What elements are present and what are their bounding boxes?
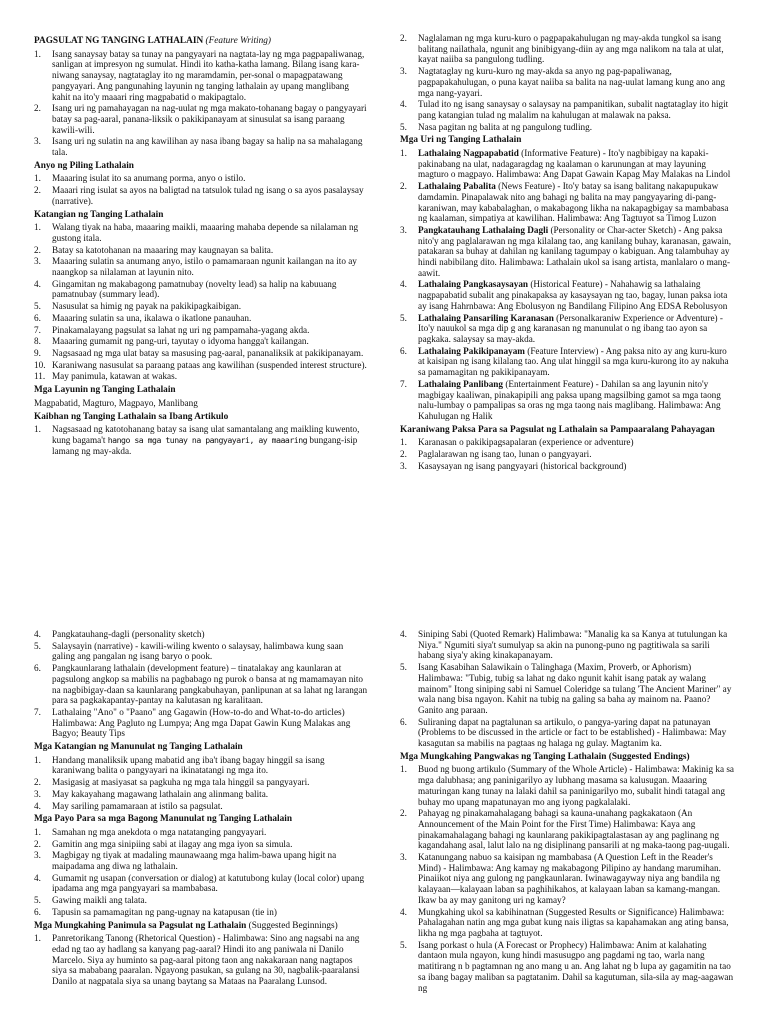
list-item: 5. Isang Kasabihan Salawikain o Talinghaga (Maxim, Proverb, or Aphorism) Halimbawa: "Tubig, tubig sa lahat ng dako ngunit kahit isang patak ay walang mainom" Itong siniping sabi ni Samuel Coleridge sa tulang 'The Ancient Mariner" ay wala nang bisa ngayon. Kahit na tubig na galing sa baha ay mainom na. Paano? Ganito ang paraan. xyxy=(400,662,732,715)
list-item: 1. Handang manaliksik upang mabatid ang iba't ibang bagay hinggil sa isang karaniwang balita o pangyayari na ikinatatangi ng mga ito. xyxy=(34,754,325,776)
uri-list xyxy=(400,148,734,422)
list-item: 1. Maaaring isulat ito sa anumang porma, anyo o istilo. xyxy=(34,173,246,184)
list-item: 6. Maaaring sulatin sa una, ikalawa o ikatlone panauhan. xyxy=(34,312,252,323)
document-title-note: (Feature Writing) xyxy=(205,36,272,46)
list-item: 5. Gawing maikli ang talata. xyxy=(34,895,147,906)
list-item: 5. Salaysayin (narrative) - kawili-wiling kwento o salaysay, halimbawa kung saan galing ang pangalan ng isang baryo o pook. xyxy=(34,640,344,662)
page1-right-column xyxy=(400,33,734,472)
section-heading-payo: Mga Payo Para sa mga Bagong Manunulat ng Tanging Lathalain xyxy=(34,814,293,825)
list-item: 4. May sariling pamamaraan at istilo sa pagsulat. xyxy=(34,800,223,811)
list-item: 9. Nagsasaad ng mga ulat batay sa masusing pag-aaral, pananaliksik at pakikipanayam. xyxy=(34,347,364,358)
list-item: 2. Gamitin ang mga sinipiing sabi at ilagay ang mga iyon sa simula. xyxy=(34,838,293,849)
list-item: 5. Lathalaing Pansariling Karanasan (Personalkaraniw Experience or Adventure) - Ito'y nauukol sa mga dip g ang karanasan ng manunulat o ng ibang tao ayon sa pagkaka. salaysay sa may-akda. xyxy=(400,312,723,344)
list-item: 6. Lathalaing Pakikipanayam (Feature Interview) - Ang paksa nito ay ang kuru-kuro at kaisipan ng isang kilalang tao. Ang ulat hinggil sa mga kuru-kurong ito ay nakuha sa pamamagitan ng pakikipanayam. xyxy=(400,345,729,378)
payo-list xyxy=(34,827,368,918)
section-heading-panimula-note: (Suggested Beginnings) xyxy=(248,920,338,931)
section-heading-layunin: Mga Layunin ng Tanging Lathalain xyxy=(34,385,176,396)
list-item: 3. Isang uri ng sulatin na ang kawilihan ay nasa ibang bagay sa halip na sa mahalagang tala. xyxy=(34,136,363,158)
list-item: 7. Pinakamalayang pagsulat sa lahat ng uri ng pampamaha-yagang akda. xyxy=(34,324,310,335)
katangian-list xyxy=(34,222,368,382)
list-item: 7. Lathalaing "Ano" o "Paano" ang Gagawin (How-to-do and What-to-do articles) Halimbawa: Ang Pagluto ng Lumpya; Ang mga Dapat Gawin Kung Malakas ang Bagyo; Beauty Tips xyxy=(34,706,351,739)
anyo-list xyxy=(34,173,368,206)
section-heading-anyo: Anyo ng Piling Lathalain xyxy=(34,160,134,171)
list-item: 7. Lathalaing Panlibang (Entertainment Feature) - Dahilan sa ang layunin nito'y magbigay kaaliwan, pinakapipili ang paksa upang magsilbing gamot sa mga taong nalu-lumbay o pampalipas sa oras ng mga taong nais maglibang. Halimbawa: Ang Kahulugan ng Halik xyxy=(400,378,721,421)
page-gap xyxy=(0,590,768,620)
list-item: 4. Mungkahing ukol sa kabihinatnan (Suggested Results or Significance) Halimbawa: Pahalagahan natin ang mga gubat kung nais iligtas sa kapahamakan ang ating bansa, likha ng mga pagbaha at tagtuyot. xyxy=(400,906,729,938)
list-item: 10. Karaniwang nasusulat sa paraang pataas ang kawilihan (suspended interest structure). xyxy=(34,359,367,370)
list-item: 1. Walang tiyak na haba, maaaring maikli, maaaring mahaba depende sa nilalaman ng gustong itala. xyxy=(34,222,359,243)
list-item: 2. Maaari ring isulat sa ayos na baligtad na tatsulok tulad ng isang o sa ayos pasalaysay (narrative). xyxy=(34,185,364,206)
page2-right-column xyxy=(400,629,734,994)
list-item: 2. Batay sa katotohanan na maaaring may kaugnayan sa balita. xyxy=(34,244,274,255)
list-item: 6. Suliraning dapat na pagtalunan sa artikulo, o pangya-yaring dapat na patunayan (Problems to be discussed in the article or fact to be established) - Halimbawa: May kasagutan sa mabilis na pagtaas ng halaga ng gulay. Magtanim ka. xyxy=(400,716,727,749)
list-item: 3. May kakayahang magawang lathalain ang alinmang balita. xyxy=(34,788,269,799)
pangwakas-list xyxy=(400,764,734,993)
section-heading-manunulat: Mga Katangian ng Manunulat ng Tanging Lathalain xyxy=(34,742,243,753)
continued-list xyxy=(400,33,734,132)
page1-left-column xyxy=(34,33,368,457)
handwritten-text: hango sa mga tunay na pangyayari, ay maaaring xyxy=(107,434,308,445)
list-item: 2. Naglalaman ng mga kuru-kuro o pagpapakahulugan ng may-akda tungkol sa isang balitang nailathala, ngunit ang binibigyang-diin ay ang mga nalikom na tala at ulat, kayat naiiba sa pangulong tudling. xyxy=(400,33,724,65)
section-heading-panimula: Mga Mungkahing Panimula sa Pagsulat ng Lathalain (Suggested Beginnings) xyxy=(34,920,338,931)
section-heading-karaniwang-paksa: Karaniwang Paksa Para sa Pagsulat ng Lathalain sa Pampaaralang Pahayagan xyxy=(400,424,715,435)
list-item: 2. Masigasig at masiyasat sa pagkuha ng mga tala hinggil sa pangyayari. xyxy=(34,777,310,788)
list-item: 6. Pangkaunlarang lathalain (development feature) – tinatalakay ang kaunlaran at pagsulong angkop sa mabilis na pagbabago ng purok o bansa at ng mamamayan nito na nagbibigay-daan sa kaunlarang pangkabuhayan, panlipunan at sa lahat ng larangan para sa pagkakapantay-pantay na kalutasan ng karalitaan. xyxy=(34,663,368,706)
list-item: 1. Isang sanaysay batay sa tunay na pangyayari na nagtata-lay ng mga pagpapaliwanag, sanligan at impresyon ng sumulat. Hindi ito katha-katha lamang. Bilang isang kara-niwang sanaysay, nagtataglay ito ng maramdamin, per-sonal o mapagpatawang pangyayari. Ang pangunahing layunin ng tanging lathalain ay upang manglibang kahit na ito'y maaari ring magpabatid o makipagtalo. xyxy=(34,48,365,102)
list-item: 2. Pahayag ng pinakamahalagang bahagi sa kauna-unahang pagkakataon (An Announcement of the Main Point for the First Time) Halimbawa: Kaya ang pinakamahalagang bahagi ng kaunlarang pakikipagtalastasan ay ang paglinang ng kagandahang asal, lalut lalo na ng disiplinang pansarili at ng maka-taong pag-uugali. xyxy=(400,808,730,851)
layunin-text: Magpabatid, Magturo, Magpayo, Manlibang xyxy=(34,397,198,408)
list-item: 1. Karanasan o pakikipagsapalaran (experience or adventure) xyxy=(400,437,634,448)
list-item: 2. Paglalarawan ng isang tao, lunan o pangyayari. xyxy=(400,449,592,460)
list-item: 3. Katanungang nabuo sa kaisipan ng mambabasa (A Question Left in the Reader's Mind) - Halimbawa: Ang kamay ng makabagong Pilipino ay handang marumihan. Pinaiikot niya ang gulong ng pangkaunlaran. Iwinawagayway niya ang bandila ng kalayaan—kalayaan laban sa paghihikahos, at kalayaan laban sa kamang-mangan. Ikaw ba ay may ganitong uri ng kamay? xyxy=(400,852,721,905)
list-item: 4. Lathalaing Pangkasaysayan (Historical Feature) - Nahahawig sa lathalaing nagpapabatid subalit ang pinakapaksa ay kasaysayan ng tao, bagay, lunan paksa iota ay isang Hahrnbawa: Ang Ebolusyon ng Bandilang Filipino Ang EDSA Rebolusyon xyxy=(400,279,728,311)
list-item: 3. Pangkatauhang Lathalaing Dagli (Personality or Char-acter Sketch) - Ang paksa nito'y ang paglalarawan ng mga kilalang tao, ang kanilang buhay, karanasan, gawain, patakaran sa buhay at dahilan ng kanilang tagumpay o kabiguan. Ang talambuhay ay hindi nabibilang dito. Halimbawa: Lathalain ukol sa isang artista, manlalaro o mang-aawit. xyxy=(400,224,732,278)
list-item: 6. Tapusin sa pamamagitan ng pang-ugnay na katapusan (tie in) xyxy=(34,906,277,917)
list-item: 5. Nasusulat sa himig ng payak na pakikipagkaibigan. xyxy=(34,301,242,312)
section-heading-pangwakas: Mga Mungkahing Pangwakas ng Tanging Lathalain (Suggested Endings) xyxy=(400,751,690,762)
section-heading-uri: Mga Uri ng Tanging Lathalain xyxy=(400,135,522,146)
list-item: 1. Lathalaing Nagpapabatid (Informative Feature) - Ito'y nagbibigay na kapaki-pakinabang na ulat, nadagaragdag ng kaalaman o karunungan at may layuning magturo o magpayo. Halimbawa: Ang Dapat Gawain Kapag May Malakas na Lindol xyxy=(400,148,731,180)
list-item: 8. Maaaring gumamit ng pang-uri, tayutay o idyoma hangga't kailangan. xyxy=(34,336,309,347)
continued-list xyxy=(400,629,734,749)
list-item: 1. Buod ng buong artikulo (Summary of the Whole Article) - Halimbawa: Makinig ka sa mga dalubhasa; ang paninigarilyo ay lubhang masama sa kalusugan. Maaaring maturingan kang tunay na lalaki dahil sa paninigarilyo mo, subalit hindi tatagal ang buhay mo upang mapatunayan mo ang iyong pagkalalaki. xyxy=(400,764,734,807)
list-item: 1. Panretorikang Tanong (Rhetorical Question) - Halimbawa: Sino ang nagsabi na ang edad ng tao ay hadlang sa kanyang pag-aaral? Hindi ito ang paniwala ni Danilo Marcelo. Siya ay huminto sa pag-aaral pitong taon ang nakakaraan nang nagtapos siya sa mababang paaralan. Ngayong pasukan, sa gulang na 30, nagbalik-paaralansi Danilo at nagpatala siya sa unang baytang sa Mataas na Paaralang Lunsod. xyxy=(34,933,360,987)
list-item: 4. Gumamit ng usapan (conversation or dialog) at katutubong kulay (local color) upang ipadama ang mga pangyayari sa mambabasa. xyxy=(34,872,365,894)
page2-left-column xyxy=(34,629,368,988)
section-heading-katangian: Katangian ng Tanging Lathalain xyxy=(34,209,164,220)
list-item: 3. Kasaysayan ng isang pangyayari (historical background) xyxy=(400,460,627,471)
list-item: 4. Gingamitan ng makabagong pamatnubay (novelty lead) sa halip na kabuuang pamatnubay (summary lead). xyxy=(34,278,337,300)
list-item: 1. Nagsasaad ng katotohanang batay sa isang ulat samantalang ang maikling kuwento, kung bagama't hango sa mga tunay na pangyayari, ay maaaring bungang-isip lamang ng may-akda. xyxy=(34,424,360,456)
list-item: 5. Isang porkast o hula (A Forecast or Prophecy) Halimbawa: Anim at kalahating dantaon mula ngayon, kung hindi masusugpo ang pagdami ng tao, warla nang matitirang n b pagtamnan ng ano mang u an. Ang lahat ng b lupa ay gagamitin na tao sa ibang bagay maliban sa pagtatanim. Dahil sa kagutuman, sila-sila ay mag-aagawan ng xyxy=(400,939,734,993)
list-item: 3. Magbigay ng tiyak at madaling maunawaang mga halim-bawa upang higit na maipadama ang diwa ng lathalain. xyxy=(34,850,337,872)
list-item: 11. May panimula, katawan at wakas. xyxy=(34,371,178,382)
panimula-list xyxy=(34,933,368,987)
list-item: 3. Maaaring sulatin sa anumang anyo, istilo o pamamaraan ngunit kailangan na ito ay naangkop sa nilalaman at layunin nito. xyxy=(34,256,357,278)
list-item: 4. Pangkatauhang-dagli (personality sketch) xyxy=(34,629,205,639)
list-item: 3. Nagtataglay ng kuru-kuro ng may-akda sa anyo ng pag-papaliwanag, pagpapakahulugan, o puna kayat naiiba sa balita na nag-uulat lamang kung ano ang mga nang-yayari. xyxy=(400,66,725,98)
list-item: 1. Samahan ng mga anekdota o mga natatanging pangyayari. xyxy=(34,826,267,837)
karaniwang-paksa-list xyxy=(400,437,734,471)
list-item: 2. Isang uri ng pamahayagan na nag-uulat ng mga makato-tohanang bagay o pangyayari batay sa pag-aaral, panana-liksik o pakikipanayam at sinusulat sa isang paraang kawili-wili. xyxy=(34,103,367,135)
list-item: 4. Siniping Sabi (Quoted Remark) Halimbawa: "Manalig ka sa Kanya at tutulungan ka Niya." Ngumiti siya't sumulyap sa akin na punong-puno ng pagtitiwala sa sarili habang siya'y aking kinakapanayam. xyxy=(400,629,728,661)
list-item: 2. Lathalaing Pabalita (News Feature) - Ito'y batay sa isang balitang nakapupukaw damdamin. Pinapalawak nito ang bahagi ng balita na may pangyayaring di-pang-karaniwan, may kababalaghan, o makabagong likha na nakapagbigay sa mambabasa ng kaalaman, simpatiya at kawilihan. Halimbawa: Ang Tagtuyot sa Timog Luzon xyxy=(400,181,729,224)
continued-list xyxy=(34,629,368,739)
section-heading-kaibhan: Kaibhan ng Tanging Lathalain sa Ibang Artikulo xyxy=(34,411,229,422)
list-item: 4. Tulad ito ng isang sanaysay o salaysay na pampanitikan, subalit nagtataglay ito higit pang katangian tulad ng malalim na kahulugan at malawak na paksa. xyxy=(400,99,729,120)
list-item: 5. Nasa pagitan ng balita at ng pangulong tudling. xyxy=(400,121,593,132)
intro-list xyxy=(34,49,368,158)
document-title: PAGSULAT NG TANGING LATHALAIN (Feature Writing) xyxy=(34,36,272,46)
kaibhan-list xyxy=(34,424,368,456)
manunulat-list xyxy=(34,755,368,812)
